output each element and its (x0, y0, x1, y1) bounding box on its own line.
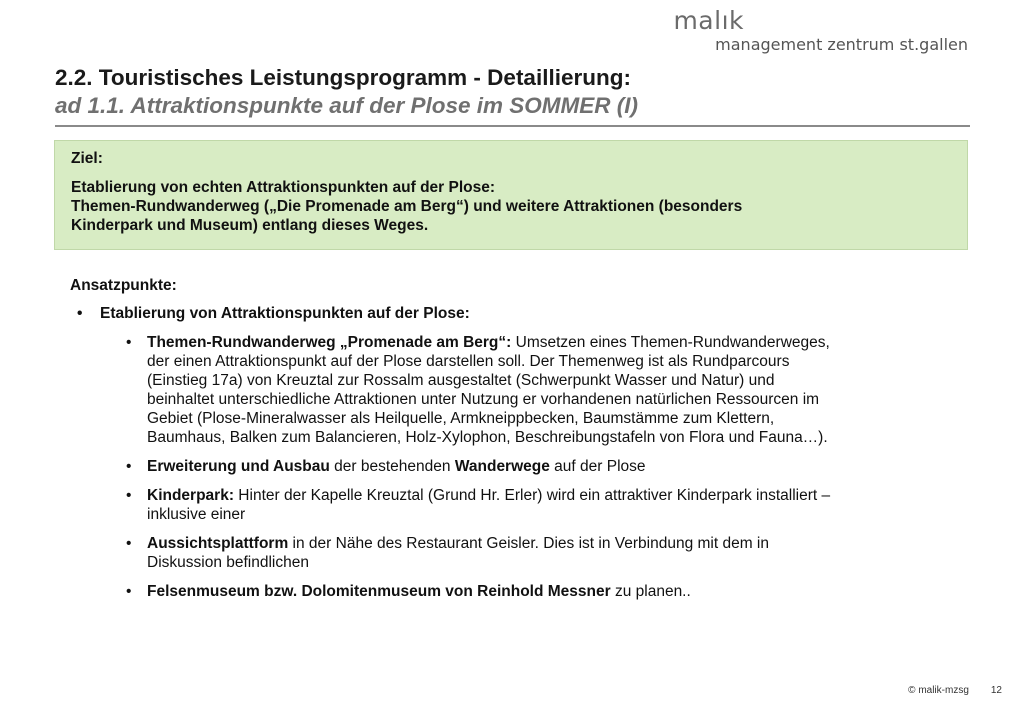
bullet-icon: • (77, 305, 83, 322)
list-item (70, 486, 970, 524)
copyright: © malik-mzsg (908, 685, 969, 696)
list-item (70, 582, 970, 601)
page-subtitle: ad 1.1. Attraktionspunkte auf der Plose im SOMMER (I) (55, 93, 639, 118)
list-item-text: auf der Plose (549, 458, 646, 475)
list-item (70, 534, 970, 572)
list-item-line: Gebiet (Plose-Mineralwasser als Heilquelle, Armkneippbecken, Baumstämme zum Klettern, (147, 410, 775, 427)
list-item-text: Hinter der Kapelle Kreuztal (Grund Hr. Erler) wird ein attraktiver Kinderpark installiert – (234, 487, 831, 504)
goal-label: Ziel: (71, 150, 103, 167)
list-item-line: Diskussion befindlichen (147, 554, 309, 571)
page-title: 2.2. Touristisches Leistungsprogramm - Detaillierung: (55, 65, 631, 90)
list-item-line (147, 333, 970, 352)
list-item-line: inklusive einer (147, 506, 246, 523)
list-item-line (147, 534, 970, 553)
list-item-text: der bestehenden (329, 458, 455, 475)
logo-subtitle: management zentrum st.gallen (715, 35, 968, 54)
slide-title (55, 64, 970, 120)
main-bullet-text: Etablierung von Attraktionspunkten auf der Plose: (100, 305, 470, 322)
bullet-icon: • (126, 334, 132, 351)
list-item-line: beinhaltet unterschiedliche Attraktionen unter Nutzung er vorhandenen natürlichen Ressourcen im (147, 391, 820, 408)
logo (673, 6, 968, 54)
list-item-bold: Aussichtsplattform (147, 535, 289, 552)
bullet-icon: • (126, 583, 132, 600)
list-item-bold: Themen-Rundwanderweg „Promenade am Berg“: (147, 334, 512, 351)
goal-box (54, 140, 968, 250)
goal-line: Themen-Rundwanderweg („Die Promenade am Berg“) und weitere Attraktionen (besonders (71, 198, 743, 215)
list-item-line: (Einstieg 17a) von Kreuztal zur Rossalm ausgestaltet (Schwerpunkt Wasser und Natur) und (147, 372, 775, 389)
approach-label: Ansatzpunkte: (70, 277, 177, 294)
list-item (70, 333, 970, 447)
bullet-icon: • (126, 458, 132, 475)
goal-line: Kinderpark und Museum) entlang dieses Weges. (71, 217, 429, 234)
list-item-line (147, 457, 970, 476)
bullet-icon: • (126, 487, 132, 504)
list-item-bold: Kinderpark: (147, 487, 234, 504)
list-item-text: zu planen.. (610, 583, 691, 600)
list-item-bold: Felsenmuseum bzw. Dolomitenmuseum von Reinhold Messner (147, 583, 611, 600)
list-item-line (147, 486, 970, 505)
list-item-line: Baumhaus, Balken zum Balancieren, Holz-Xylophon, Beschreibungstafeln von Flora und Fauna…). (147, 429, 828, 446)
logo-wordmark: malık (673, 6, 744, 35)
list-item-bold: Erweiterung und Ausbau (147, 458, 330, 475)
list-item-line (147, 582, 970, 601)
goal-line: Etablierung von echten Attraktionspunkten auf der Plose: (71, 179, 496, 196)
footer (908, 685, 1002, 696)
approach-section (70, 276, 970, 611)
title-divider (55, 125, 970, 127)
list-item-text: in der Nähe des Restaurant Geisler. Dies ist in Verbindung mit dem in (288, 535, 769, 552)
list-item-text: Umsetzen eines Themen-Rundwanderweges, (511, 334, 830, 351)
bullet-icon: • (126, 535, 132, 552)
list-item (70, 457, 970, 476)
page-number: 12 (990, 685, 1002, 696)
list-item-bold: Wanderwege (454, 458, 550, 475)
main-bullet (70, 304, 970, 323)
list-item-line: der einen Attraktionspunkt auf der Plose darstellen soll. Der Themenweg ist als Rundparcours (147, 353, 790, 370)
